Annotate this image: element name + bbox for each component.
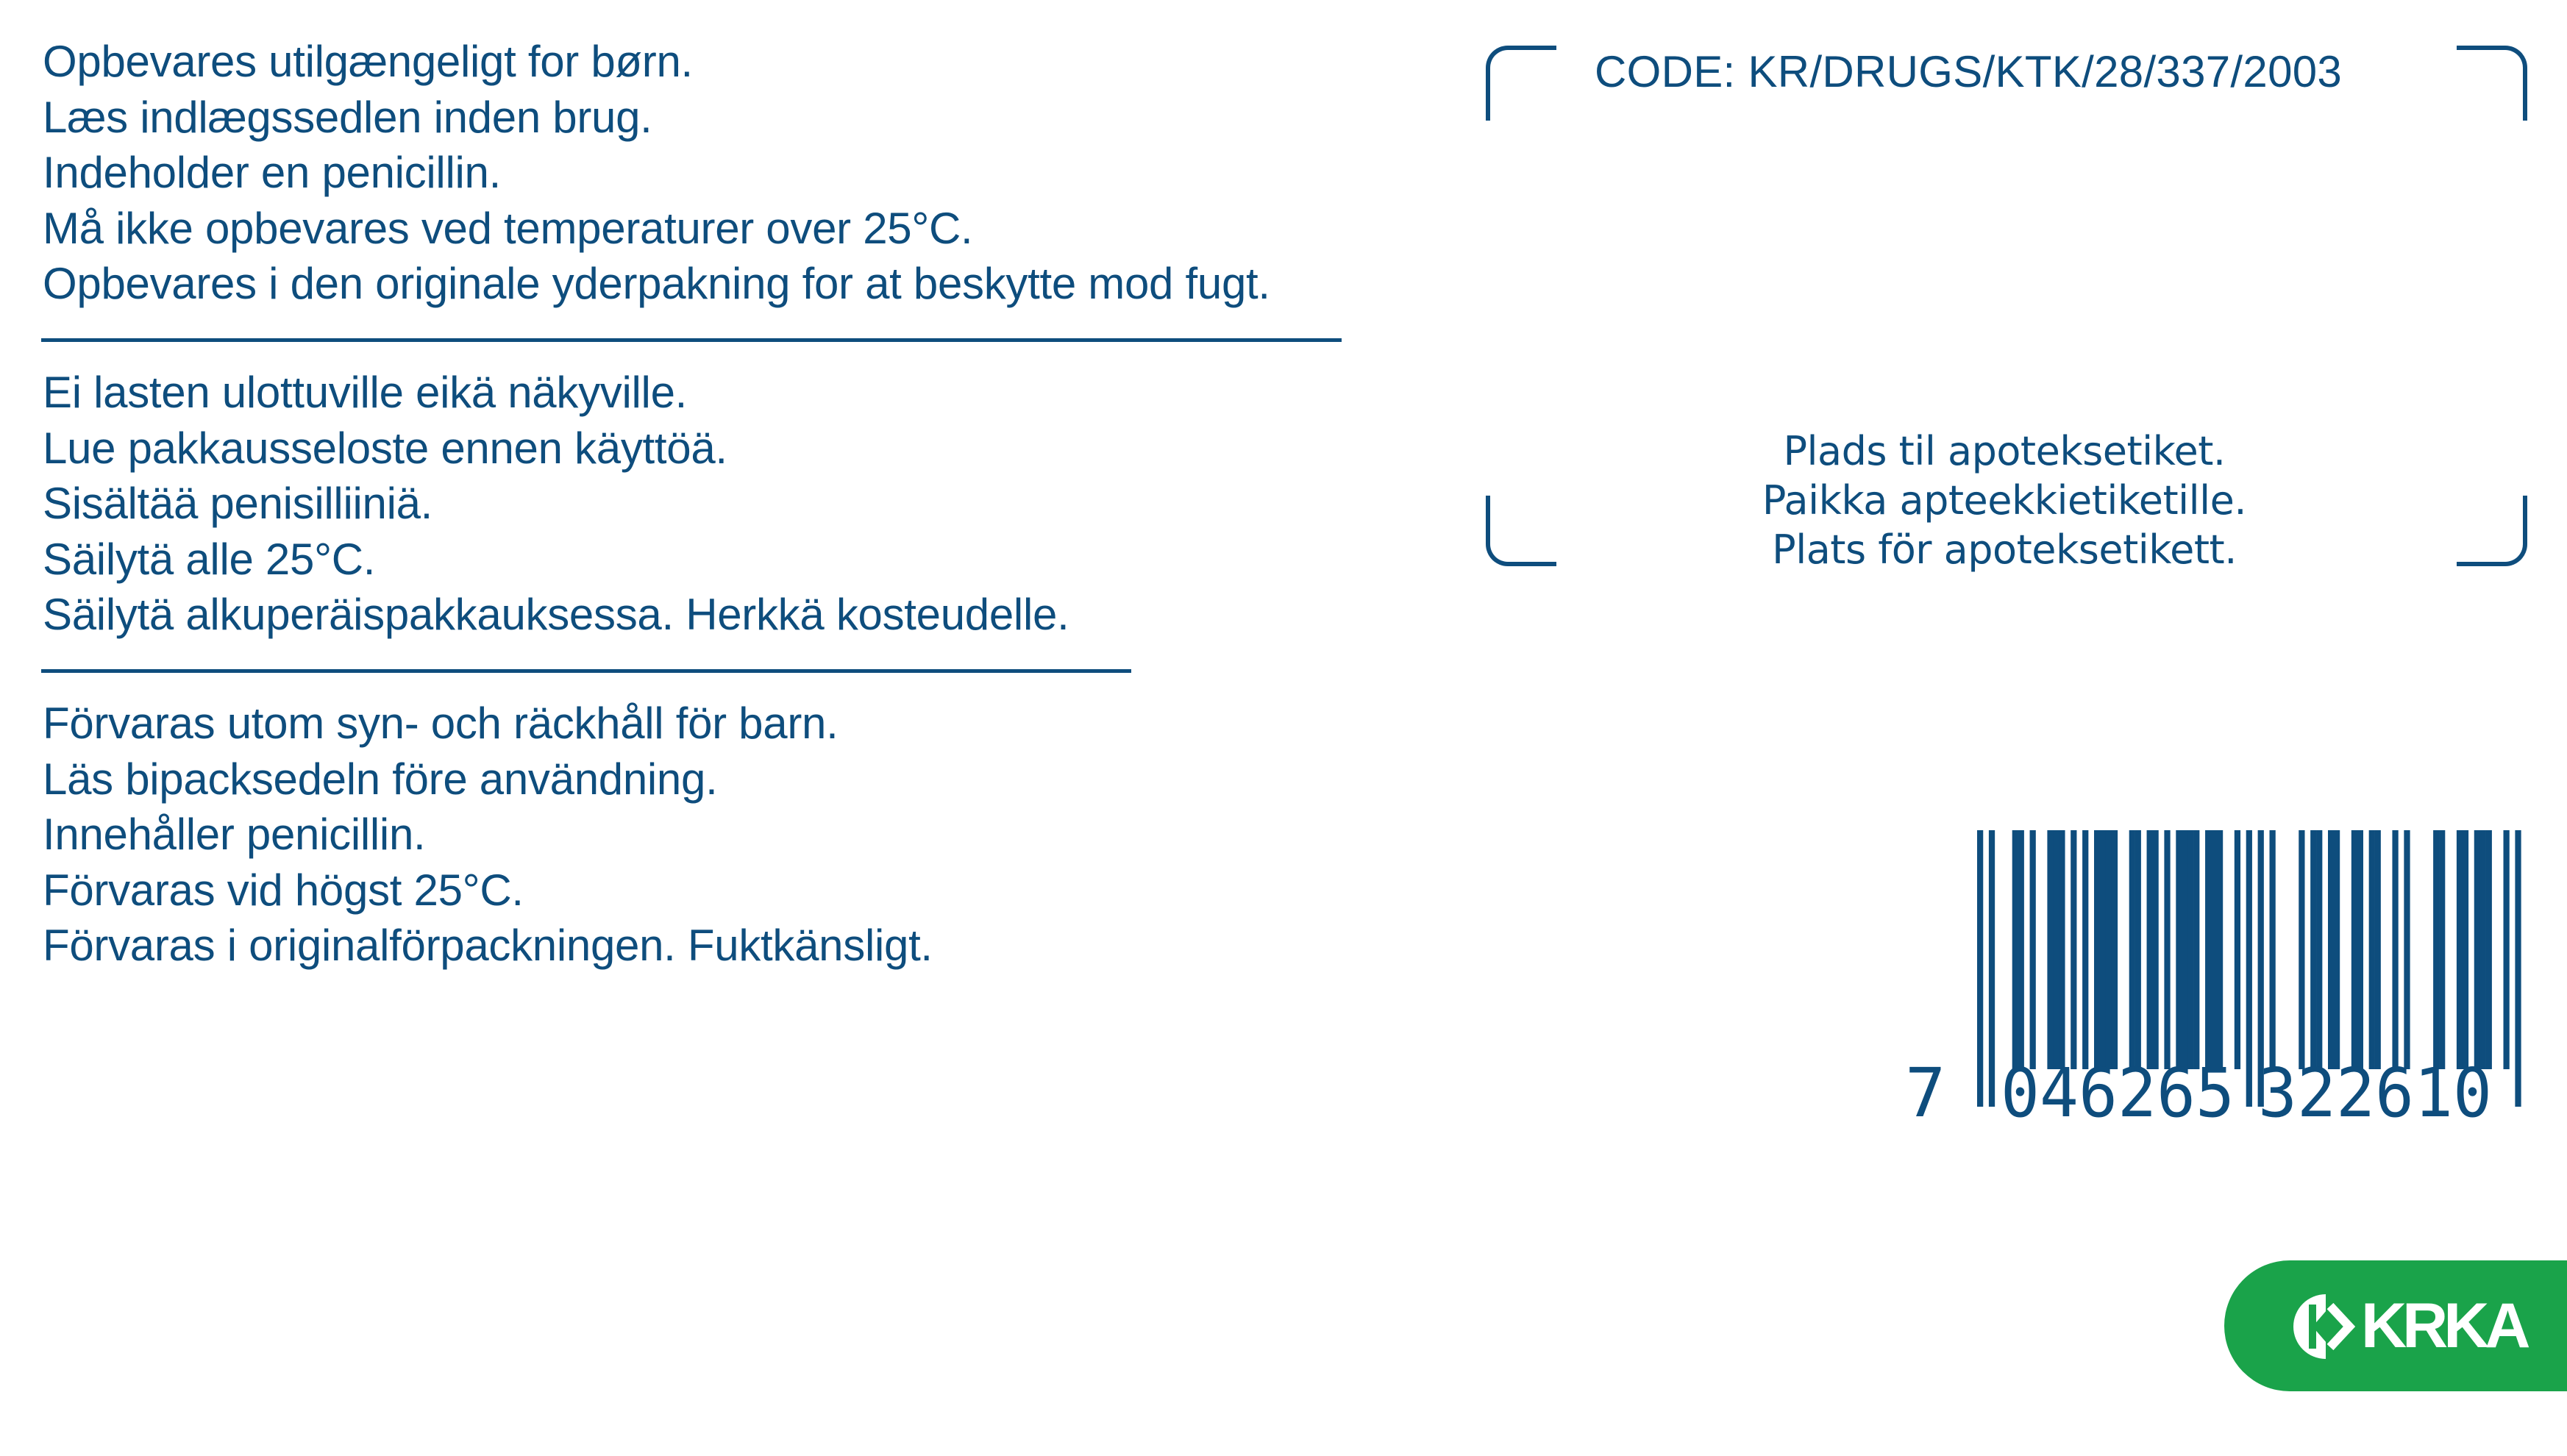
danish-line-5: Opbevares i den originale yderpakning for at beskytte mod fugt. bbox=[43, 259, 1270, 308]
barcode-bar bbox=[2310, 830, 2316, 1069]
barcode-bar bbox=[2457, 830, 2463, 1069]
swedish-line-2: Läs bipacksedeln före användning. bbox=[43, 754, 718, 804]
barcode-bar bbox=[2334, 830, 2340, 1069]
finnish-line-1: Ei lasten ulottuville eikä näkyville. bbox=[43, 368, 688, 417]
barcode-bar bbox=[2392, 830, 2398, 1069]
krka-logo bbox=[2224, 1260, 2567, 1391]
ean13-barcode bbox=[1898, 827, 2523, 1121]
barcode-bar bbox=[2106, 830, 2112, 1069]
barcode-bar bbox=[2100, 830, 2106, 1069]
barcode-bar bbox=[2217, 830, 2223, 1069]
barcode-guard-bar bbox=[1977, 830, 1983, 1107]
barcode-bar bbox=[2504, 830, 2510, 1069]
label-area-corner-bottom-left bbox=[1486, 496, 1556, 566]
barcode-bar bbox=[2187, 830, 2193, 1069]
barcode-bar bbox=[2369, 830, 2375, 1069]
pharmacy-label-placeholder bbox=[1581, 427, 2427, 574]
barcode-bar bbox=[2316, 830, 2322, 1069]
finnish-line-3: Sisältää penisilliiniä. bbox=[43, 479, 433, 528]
swedish-line-5: Förvaras i originalförpackningen. Fuktkänsligt. bbox=[43, 921, 933, 970]
label-area-corner-bottom-right bbox=[2457, 496, 2527, 566]
label-area-corner-top-left bbox=[1486, 46, 1556, 121]
barcode-bar bbox=[2474, 830, 2480, 1069]
barcode-guard-bar bbox=[2246, 830, 2252, 1107]
barcode-bar bbox=[2463, 830, 2468, 1069]
barcode-bar bbox=[2182, 830, 2187, 1069]
barcode-bar bbox=[2129, 830, 2135, 1069]
danish-text-block bbox=[43, 34, 1270, 312]
danish-line-1: Opbevares utilgængeligt for børn. bbox=[43, 37, 693, 86]
pharmacy-label-finnish: Paikka apteekkietiketille. bbox=[1762, 477, 2247, 524]
barcode-bar bbox=[2270, 830, 2276, 1069]
barcode-bar bbox=[2071, 830, 2076, 1069]
barcode-bar bbox=[2404, 830, 2410, 1069]
swedish-line-3: Innehåller penicillin. bbox=[43, 810, 426, 859]
barcode-bar bbox=[2030, 830, 2036, 1069]
swedish-line-4: Förvaras vid högst 25°C. bbox=[43, 865, 524, 915]
barcode-bar bbox=[2164, 830, 2170, 1069]
barcode-bar bbox=[2480, 830, 2486, 1069]
label-area-corner-top-right bbox=[2457, 46, 2527, 121]
divider-danish-finnish bbox=[41, 338, 1342, 342]
barcode-bar bbox=[2193, 830, 2199, 1069]
danish-line-2: Læs indlægssedlen inden brug. bbox=[43, 92, 652, 142]
barcode-first-digit: 7 bbox=[1905, 1054, 1946, 1121]
barcode-bar bbox=[2112, 830, 2118, 1069]
barcode-bar bbox=[2012, 830, 2018, 1069]
barcode-guard-bar bbox=[1989, 830, 1995, 1107]
barcode-bar bbox=[2328, 830, 2334, 1069]
barcode-bar bbox=[2351, 830, 2357, 1069]
barcode-right-digits: 322610 bbox=[2258, 1054, 2492, 1121]
barcode-bar bbox=[2357, 830, 2363, 1069]
danish-line-3: Indeholder en penicillin. bbox=[43, 148, 501, 197]
barcode-bar bbox=[2439, 830, 2445, 1069]
barcode-bar bbox=[2135, 830, 2141, 1069]
barcode-bar bbox=[2094, 830, 2100, 1069]
barcode-bar bbox=[2059, 830, 2065, 1069]
barcode-guard-bar bbox=[2515, 830, 2521, 1107]
barcode-bar bbox=[2235, 830, 2240, 1069]
finnish-text-block bbox=[43, 365, 1069, 643]
pharmacy-label-danish: Plads til apoteksetiket. bbox=[1783, 428, 2226, 474]
finnish-line-2: Lue pakkausseloste ennen käyttöä. bbox=[43, 423, 727, 473]
krka-logo-mark-icon bbox=[2290, 1291, 2357, 1362]
swedish-line-1: Förvaras utom syn- och räckhåll för barn. bbox=[43, 699, 839, 748]
finnish-line-4: Säilytä alle 25°C. bbox=[43, 534, 376, 584]
barcode-bar bbox=[2147, 830, 2153, 1069]
barcode-bar bbox=[2082, 830, 2088, 1069]
barcode-bar bbox=[2205, 830, 2211, 1069]
krka-wordmark: KRKA bbox=[2361, 1291, 2527, 1361]
barcode-bar bbox=[2299, 830, 2304, 1069]
approval-code: CODE: KR/DRUGS/KTK/28/337/2003 bbox=[1595, 47, 2343, 96]
barcode-bar bbox=[2433, 830, 2439, 1069]
barcode-bar bbox=[2047, 830, 2053, 1069]
danish-line-4: Må ikke opbevares ved temperaturer over 25°C. bbox=[43, 203, 973, 253]
barcode-bar bbox=[2211, 830, 2217, 1069]
barcode-bar bbox=[2018, 830, 2024, 1069]
barcode-bar bbox=[2053, 830, 2059, 1069]
divider-finnish-swedish bbox=[41, 669, 1131, 673]
barcode-bar bbox=[2153, 830, 2159, 1069]
barcode-left-digits: 046265 bbox=[2001, 1054, 2235, 1121]
finnish-line-5: Säilytä alkuperäispakkauksessa. Herkkä kosteudelle. bbox=[43, 590, 1069, 639]
barcode-bar bbox=[2486, 830, 2492, 1069]
barcode-bar bbox=[2176, 830, 2182, 1069]
swedish-text-block bbox=[43, 696, 933, 974]
barcode-bar bbox=[2375, 830, 2381, 1069]
pharmacy-label-swedish: Plats för apoteksetikett. bbox=[1772, 527, 2237, 573]
